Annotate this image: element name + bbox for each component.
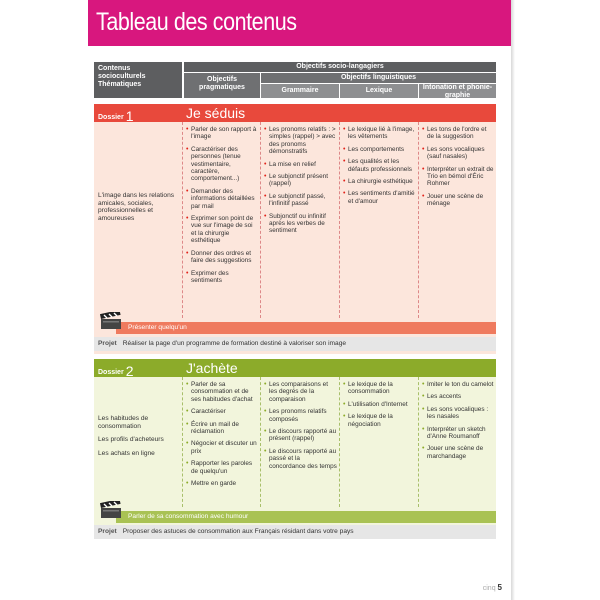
- page-title: Tableau des contenus: [88, 0, 512, 46]
- list-item: • Caractériser des personnes (tenue vestimentaire, caractère, comportement...): [186, 146, 258, 183]
- dossier-2-bar: [94, 359, 496, 377]
- header-linguistiques: Objectifs linguistiques: [261, 73, 496, 83]
- list-item: • La mise en relief: [264, 161, 337, 168]
- page-word: cinq: [482, 585, 496, 592]
- dossier-1-themes: [98, 192, 180, 228]
- list-item: • Les comportements: [343, 146, 416, 153]
- header-grammaire: Grammaire: [261, 84, 339, 98]
- list-item: • Jouer une scène de marchandage: [422, 445, 494, 460]
- list-item: • Les comparaisons et les degrés de la comparaison: [264, 381, 337, 403]
- header-themes: Contenus socioculturels Thématiques: [94, 62, 182, 98]
- dossier-1-lexique: [343, 126, 416, 210]
- list-item: • Le lexique de la consommation: [343, 381, 416, 396]
- page-number: 5: [497, 583, 502, 592]
- list-item: • Interpréter un extrait de Trio en bémol d'Éric Rohmer: [422, 166, 494, 188]
- dossier-1-pragmatiques: [186, 126, 258, 289]
- dossier-2-lexique: [343, 381, 416, 433]
- list-item: • Demander des informations détaillées par mail: [186, 188, 258, 210]
- header-intonation: Intonation et phonie-graphie: [419, 84, 496, 98]
- dossier-2-pragmatiques: [186, 381, 258, 492]
- theme-item: L'image dans les relations amicales, sociales, professionnelles et amoureuses: [98, 192, 175, 222]
- theme-item: Les habitudes de consommation: [98, 415, 149, 430]
- list-item: • Écrire un mail de réclamation: [186, 421, 258, 436]
- list-item: • La chirurgie esthétique: [343, 178, 416, 185]
- list-item: • Les sons vocaliques : les nasales: [422, 406, 494, 421]
- dossier-1-banner: Présenter quelqu'un: [116, 322, 496, 334]
- list-item: • Mettre en garde: [186, 480, 258, 487]
- list-item: • Les sentiments d'amitié et d'amour: [343, 190, 416, 205]
- page: [88, 0, 512, 600]
- header-lexique: Lexique: [340, 84, 418, 98]
- list-item: • Rapporter les paroles de quelqu'un: [186, 460, 258, 475]
- dossier-1-intonation: [422, 126, 494, 213]
- dossier-2-grammaire: [264, 381, 337, 475]
- list-item: • Négocier et discuter un prix: [186, 440, 258, 455]
- theme-item: Les profils d'acheteurs: [98, 436, 164, 444]
- list-item: • Caractériser: [186, 408, 258, 415]
- list-item: • Le subjonctif présent (rappel): [264, 173, 337, 188]
- dossier-2-title: J'achète: [186, 360, 238, 376]
- dossier-1-title: Je séduis: [186, 105, 246, 121]
- dossier-2-label: Dossier 2: [98, 363, 134, 379]
- list-item: • Le lexique de la négociation: [343, 413, 416, 428]
- list-item: • Les accents: [422, 393, 494, 400]
- list-item: • Parler de son rapport à l'image: [186, 126, 258, 141]
- dossier-2-intonation: [422, 381, 494, 465]
- list-item: • Les qualités et les défauts professionnels: [343, 158, 416, 173]
- list-item: • Le subjonctif passé, l'infinitif passé: [264, 193, 337, 208]
- list-item: • Les tons de l'ordre et de la suggestion: [422, 126, 494, 141]
- list-item: • Le discours rapporté au passé et la concordance des temps: [264, 448, 337, 470]
- list-item: • Les pronoms relatifs composés: [264, 408, 337, 423]
- list-item: • Imiter le ton du camelot: [422, 381, 494, 388]
- list-item: • Interpréter un sketch d'Anne Roumanoff: [422, 426, 494, 441]
- list-item: • Subjonctif ou infinitif après les verbes de sentiment: [264, 213, 337, 235]
- dossier-2-section: [94, 359, 496, 539]
- clapperboard-icon: [100, 501, 122, 519]
- header-pragmatiques: Objectifs pragmatiques: [184, 73, 260, 98]
- list-item: • Les sons vocaliques (sauf nasales): [422, 146, 494, 161]
- list-item: • L'utilisation d'Internet: [343, 401, 416, 408]
- dossier-1-grammaire: [264, 126, 337, 240]
- list-item: • Exprimer des sentiments: [186, 270, 258, 285]
- clapperboard-icon: [100, 312, 122, 330]
- list-item: • Le lexique lié à l'image, les vêtements: [343, 126, 416, 141]
- page-shadow: [511, 0, 515, 600]
- dossier-1-label: Dossier 1: [98, 108, 134, 124]
- list-item: • Parler de sa consommation et de ses habitudes d'achat: [186, 381, 258, 403]
- dossier-1-projet: Projet Réaliser la page d'un programme de formation destiné à valoriser son image: [94, 337, 496, 351]
- list-item: • Le discours rapporté au présent (rappel): [264, 428, 337, 443]
- list-item: • Donner des ordres et faire des suggestions: [186, 250, 258, 265]
- dossier-2-projet: Projet Proposer des astuces de consommation aux Français résidant dans votre pays: [94, 525, 496, 539]
- theme-item: Les achats en ligne: [98, 449, 155, 457]
- list-item: • Jouer une scène de ménage: [422, 193, 494, 208]
- header-socio: Objectifs socio-langagiers: [184, 62, 496, 72]
- dossier-2-banner: Parler de sa consommation avec humour: [116, 511, 496, 523]
- list-item: • Les pronoms relatifs : > simples (rappel) > avec des pronoms démonstratifs: [264, 126, 337, 156]
- list-item: • Exprimer son point de vue sur l'image de soi et la chirurgie esthétique: [186, 215, 258, 245]
- dossier-1-section: [94, 104, 496, 354]
- page-footer: [483, 583, 502, 592]
- dossier-1-bar: [94, 104, 496, 122]
- dossier-2-themes: [98, 415, 180, 463]
